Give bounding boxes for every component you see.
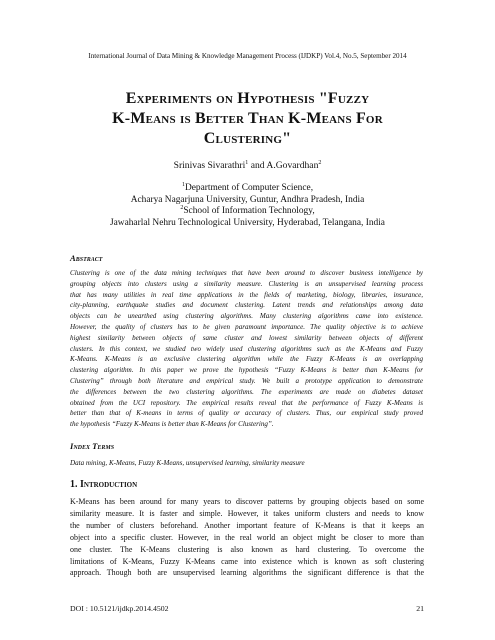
intro-line: the number of clusters beforehand. Another important feature of K-Means is that it keeps an bbox=[70, 520, 424, 530]
affiliation-line: $^1$Department of Computer Science, bbox=[181, 181, 314, 193]
abstract-line: Clustering is one of the data mining techniques that have been around to discover business intelligence by bbox=[70, 269, 423, 277]
abstract-line: clustering algorithm. In this paper we prove the hypothesis “Fuzzy K-Means is better than K-Means for bbox=[70, 366, 423, 375]
abstract-line: K-Means. K-Means is an exclusive clustering algorithm while the Fuzzy K-Means is an overlapping bbox=[70, 355, 423, 364]
abstract-heading: Abstract bbox=[70, 253, 103, 263]
title-line: K-Means is Better Than K-Means For bbox=[112, 110, 383, 127]
abstract-line: objects can be unearthed using clustering algorithms. Many clustering algorithms came into existence. bbox=[70, 312, 423, 321]
affiliations bbox=[0, 183, 495, 229]
author-affil-marker: 1 bbox=[245, 159, 249, 166]
title-line: Experiments on Hypothesis "Fuzzy bbox=[125, 90, 370, 107]
index-terms-text bbox=[70, 458, 423, 469]
page-number: 21 bbox=[416, 604, 424, 613]
author-name: Srinivas Sivarathri bbox=[173, 160, 246, 171]
abstract-line: clusters. In this context, we studied two widely used clustering algorithms such as the K-Means and Fuzzy bbox=[70, 344, 423, 353]
abstract-line: Clustering” through both literature and empirical study. We built a prototype application to demonstrate bbox=[70, 376, 423, 385]
abstract-line: the differences between the two clustering algorithms. The experiments are made on diabetes dataset bbox=[70, 387, 423, 396]
affil-marker: 1 bbox=[181, 181, 185, 188]
page-footer bbox=[70, 604, 424, 613]
intro-line: object into a specific cluster. However, in the real world an object might be closer to more than bbox=[70, 532, 424, 542]
paper-title bbox=[40, 89, 455, 149]
abstract-line: highest similarity between objects of same cluster and lowest similarity between objects of different bbox=[70, 333, 423, 342]
doi: DOI : 10.5121/ijdkp.2014.4502 bbox=[70, 604, 169, 613]
intro-line: one cluster. The K-Means clustering is also known as hard clustering. To overcome the bbox=[70, 544, 424, 554]
affiliation-line: $^2$School of Information Technology, bbox=[180, 205, 315, 217]
abstract-line: city-planning, earthquake studies and document clustering. Latent trends and relationships among data bbox=[70, 301, 423, 310]
index-terms-heading: Index Terms bbox=[70, 441, 115, 451]
abstract-line: However, the quality of clusters has to be given paramount importance. The quality objective is to achieve bbox=[70, 322, 423, 331]
author-name: and A.Govardhan bbox=[248, 160, 319, 171]
affil-marker: 2 bbox=[180, 205, 184, 212]
intro-line: limitations of K-Means, Fuzzy K-Means came into existence which is known as soft clustering bbox=[70, 556, 424, 566]
abstract-line: the hypothesis “Fuzzy K-Means is better than K-Means for Clustering”. bbox=[70, 420, 274, 429]
abstract-line: better than that of K-means in terms of quality or accuracy of clusters. Thus, our empirical study proved bbox=[70, 409, 423, 418]
abstract-line: obtained from the UCI repository. The empirical results reveal that the performance of Fuzzy K-Means is bbox=[70, 398, 423, 407]
affiliation-line: Acharya Nagarjuna University, Guntur, Andhra Pradesh, India bbox=[130, 194, 365, 205]
intro-line: approach. Though both are unsupervised learning algorithms the significant difference is that the bbox=[70, 568, 424, 578]
abstract-text bbox=[70, 268, 423, 430]
author-list bbox=[0, 160, 495, 171]
title-line: Clustering" bbox=[203, 130, 292, 147]
intro-line: similarity measure. It is faster and simple. However, it takes uniform clusters and needs to know bbox=[70, 508, 424, 518]
introduction-heading: 1. Introduction bbox=[70, 479, 138, 490]
intro-line: K-Means has been around for many years to discover patterns by grouping objects based on some bbox=[70, 497, 424, 506]
abstract-line: that has many utilities in real time applications in the fields of marketing, biology, libraries, insurance, bbox=[70, 290, 423, 299]
index-terms-line: Data mining, K-Means, Fuzzy K-Means, unsupervised learning, similarity measure bbox=[70, 459, 305, 467]
introduction-text bbox=[70, 496, 424, 579]
author-affil-marker: 2 bbox=[318, 159, 322, 166]
affiliation-line: Jawaharlal Nehru Technological University, Hyderabad, Telangana, India bbox=[110, 217, 385, 228]
running-head: International Journal of Data Mining & Knowledge Management Process (IJDKP) Vol.4, No.5, September 2014 bbox=[88, 52, 407, 60]
abstract-line: grouping objects into clusters using a similarity measure. Clustering is an unsupervised learning process bbox=[70, 279, 423, 288]
